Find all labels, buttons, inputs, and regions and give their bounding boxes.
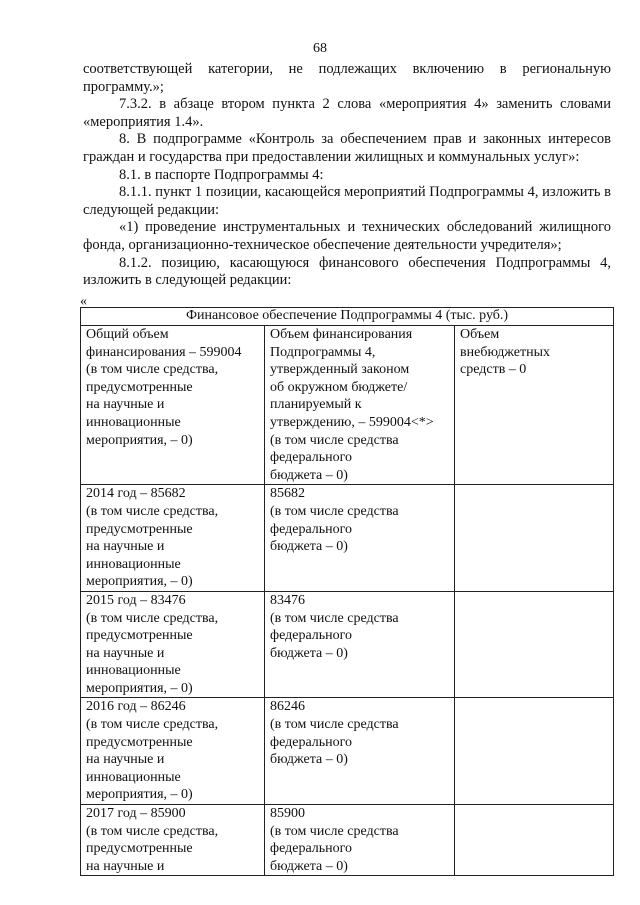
year-extrabudgetary-cell: [455, 805, 614, 876]
year-funding-cell: [81, 485, 265, 592]
cell-line: на научные и: [86, 539, 165, 555]
cell-line: предусмотренные: [86, 734, 193, 750]
cell-line: 2017 год – 85900: [86, 806, 186, 822]
cell-line: федерального: [270, 628, 353, 644]
cell-line: Объем: [460, 327, 500, 342]
paragraph: «1) проведение инструментальных и технических обследований жилищного фонда, организационно-техническое обеспечение деятельности учредителя»;: [83, 219, 611, 253]
table-row: [81, 591, 614, 698]
table-row: [81, 485, 614, 592]
cell-line: Общий объем: [86, 327, 169, 342]
paragraph: 8.1. в паспорте Подпрограммы 4:: [119, 166, 324, 183]
cell-line: мероприятия, – 0): [86, 574, 193, 590]
cell-line: об окружном бюджете/: [270, 379, 408, 395]
cell-line: бюджета – 0): [270, 752, 348, 768]
year-extrabudgetary-cell: [455, 591, 614, 698]
cell-line: (в том числе средства,: [86, 362, 219, 378]
body-text: [83, 61, 611, 290]
cell-line: на научные и: [86, 752, 165, 768]
financing-table: [80, 307, 614, 876]
cell-line: федерального: [270, 450, 353, 466]
cell-line: на научные и: [86, 397, 165, 413]
cell-line: бюджета – 0): [270, 467, 348, 483]
cell-line: федерального: [270, 521, 353, 537]
cell-line: 2016 год – 86246: [86, 699, 186, 715]
cell-line: Подпрограммы 4,: [270, 344, 376, 360]
cell-line: планируемый к: [270, 397, 362, 413]
year-budget-cell: [265, 698, 455, 805]
cell-line: инновационные: [86, 414, 181, 430]
cell-line: мероприятия, – 0): [86, 680, 193, 696]
cell-line: предусмотренные: [86, 379, 193, 395]
cell-line: финансирования – 599004: [86, 344, 242, 360]
cell-line: 85900: [270, 806, 305, 822]
cell-line: (в том числе средства: [270, 717, 399, 733]
cell-line: (в том числе средства: [270, 503, 399, 519]
cell-line: утвержденный законом: [270, 362, 410, 378]
cell-line: 85682: [270, 486, 305, 502]
cell-line: федерального: [270, 734, 353, 750]
table-row: [81, 698, 614, 805]
table-row: [81, 326, 614, 485]
year-funding-cell: [81, 805, 265, 876]
cell-line: на научные и: [86, 645, 165, 661]
table-header-row: [81, 308, 614, 326]
cell-line: (в том числе средства: [270, 610, 399, 626]
year-budget-cell: [265, 805, 455, 876]
paragraph: 8. В подпрограмме «Контроль за обеспечением прав и законных интересов граждан и государства при предоставлении жилищных и коммунальных услуг»:: [83, 131, 611, 165]
year-extrabudgetary-cell: [455, 698, 614, 805]
year-funding-cell: [81, 591, 265, 698]
cell-line: инновационные: [86, 556, 181, 572]
cell-line: (в том числе средства: [270, 823, 399, 839]
cell-line: бюджета – 0): [270, 539, 348, 555]
cell-line: 2015 год – 83476: [86, 592, 186, 608]
cell-line: бюджета – 0): [270, 858, 348, 874]
extrabudgetary-funding-cell: [455, 326, 614, 485]
cell-line: предусмотренные: [86, 628, 193, 644]
total-funding-cell: [81, 326, 265, 485]
cell-line: (в том числе средства,: [86, 823, 219, 839]
cell-line: Объем финансирования: [270, 327, 413, 342]
cell-line: (в том числе средства,: [86, 717, 219, 733]
paragraph: 8.1.1. пункт 1 позиции, касающейся мероприятий Подпрограммы 4, изложить в следующей редакции:: [83, 184, 611, 218]
cell-line: на научные и: [86, 858, 165, 874]
paragraph: 8.1.2. позицию, касающуюся финансового обеспечения Подпрограммы 4, изложить в следующей редакции:: [83, 254, 611, 289]
cell-line: 83476: [270, 592, 305, 608]
table-header-cell: Финансовое обеспечение Подпрограммы 4 (тыс. руб.): [81, 308, 614, 326]
paragraph: 7.3.2. в абзаце втором пункта 2 слова «мероприятия 4» заменить словами «мероприятия 1.4».: [83, 96, 611, 130]
cell-line: бюджета – 0): [270, 645, 348, 661]
cell-line: 86246: [270, 699, 305, 715]
cell-line: мероприятия, – 0): [86, 432, 193, 448]
cell-line: предусмотренные: [86, 841, 193, 857]
year-budget-cell: [265, 485, 455, 592]
cell-line: средств – 0: [460, 362, 527, 378]
budget-funding-cell: [265, 326, 455, 485]
cell-line: федерального: [270, 841, 353, 857]
cell-line: инновационные: [86, 663, 181, 679]
cell-line: (в том числе средства,: [86, 610, 219, 626]
page-number: 68: [313, 41, 327, 56]
table-row: [81, 805, 614, 876]
cell-line: мероприятия, – 0): [86, 787, 193, 803]
cell-line: внебюджетных: [460, 344, 551, 360]
cell-line: предусмотренные: [86, 521, 193, 537]
year-funding-cell: [81, 698, 265, 805]
cell-line: инновационные: [86, 769, 181, 785]
year-budget-cell: [265, 591, 455, 698]
cell-line: (в том числе средства: [270, 432, 399, 448]
cell-line: утверждению, – 599004<*>: [270, 414, 434, 430]
paragraph: соответствующей категории, не подлежащих включению в региональную программу.»;: [83, 61, 611, 95]
cell-line: 2014 год – 85682: [86, 486, 186, 502]
year-extrabudgetary-cell: [455, 485, 614, 592]
opening-quote-mark: «: [80, 294, 87, 309]
cell-line: (в том числе средства,: [86, 503, 219, 519]
